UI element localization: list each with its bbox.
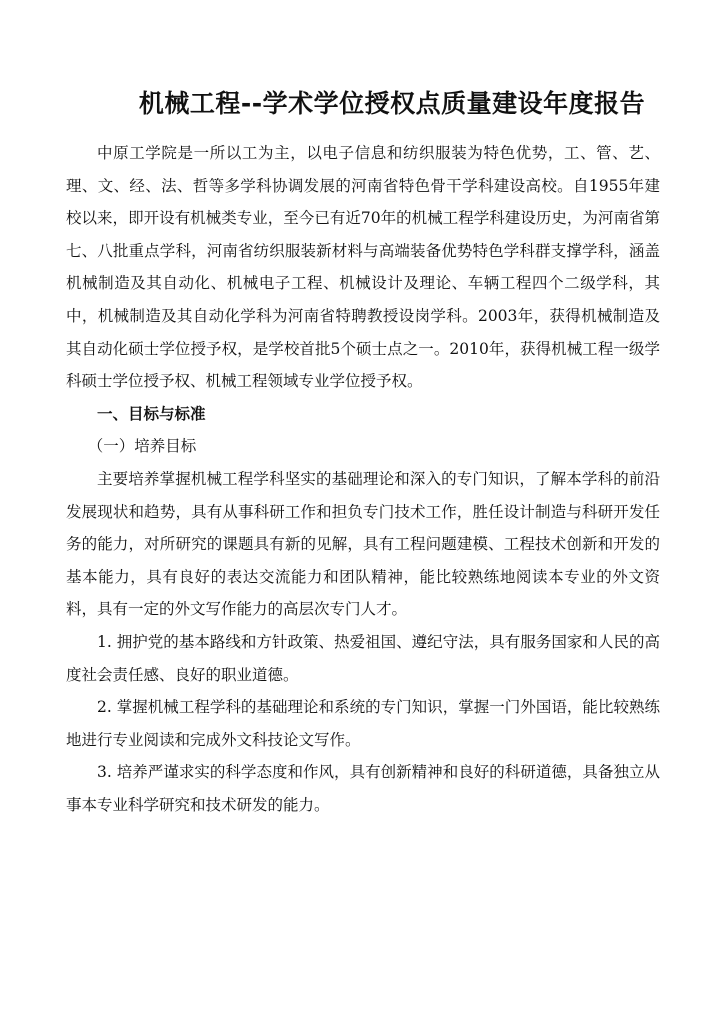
document-title: 机械工程--学术学位授权点质量建设年度报告	[138, 89, 646, 118]
goal-item-2: 2. 掌握机械工程学科的基础理论和系统的专门知识，掌握一门外国语，能比较熟练地进行专业阅读和完成外文科技论文写作。	[66, 698, 660, 749]
document-body	[66, 137, 660, 821]
subsection-heading-training-goals: （一）培养目标	[87, 437, 197, 456]
section-heading-goals-standards: 一、目标与标准	[97, 404, 206, 423]
goal-item-1: 1. 拥护党的基本路线和方针政策、热爱祖国、遵纪守法，具有服务国家和人民的高度社会责任感、良好的职业道德。	[66, 632, 660, 684]
intro-paragraph: 中原工学院是一所以工为主，以电子信息和纺织服装为特色优势，工、管、艺、理、文、经、法、哲等多学科协调发展的河南省特色骨干学科建设高校。自1955年建校以来，即开设有机械类专业，至今已有近70年的机械工程学科建设历史，为河南省第七、八批重点学科，河南省纺织服装新材料与高端装备优势特色学科群支撑学科，涵盖机械制造及其自动化、机械电子工程、机械设计及理论、车辆工程四个二级学科，其中，机械制造及其自动化学科为河南省特聘教授设岗学科。2003年，获得机械制造及其自动化硕士学位授予权，是学校首批5个硕士点之一。2010年，获得机械工程一级学科硕士学位授予权、机械工程领域专业学位授予权。	[66, 144, 660, 391]
goal-item-3: 3. 培养严谨求实的科学态度和作风，具有创新精神和良好的科研道德，具备独立从事本专业科学研究和技术研发的能力。	[66, 763, 660, 814]
training-goal-paragraph: 主要培养掌握机械工程学科坚实的基础理论和深入的专门知识，了解本学科的前沿发展现状和趋势，具有从事科研工作和担负专门技术工作，胜任设计制造与科研开发任务的能力，对所研究的课题具有新的见解，具有工程问题建模、工程技术创新和开发的基本能力，具有良好的表达交流能力和团队精神，能比较熟练地阅读本专业的外文资料，具有一定的外文写作能力的高层次专门人才。	[66, 469, 660, 619]
